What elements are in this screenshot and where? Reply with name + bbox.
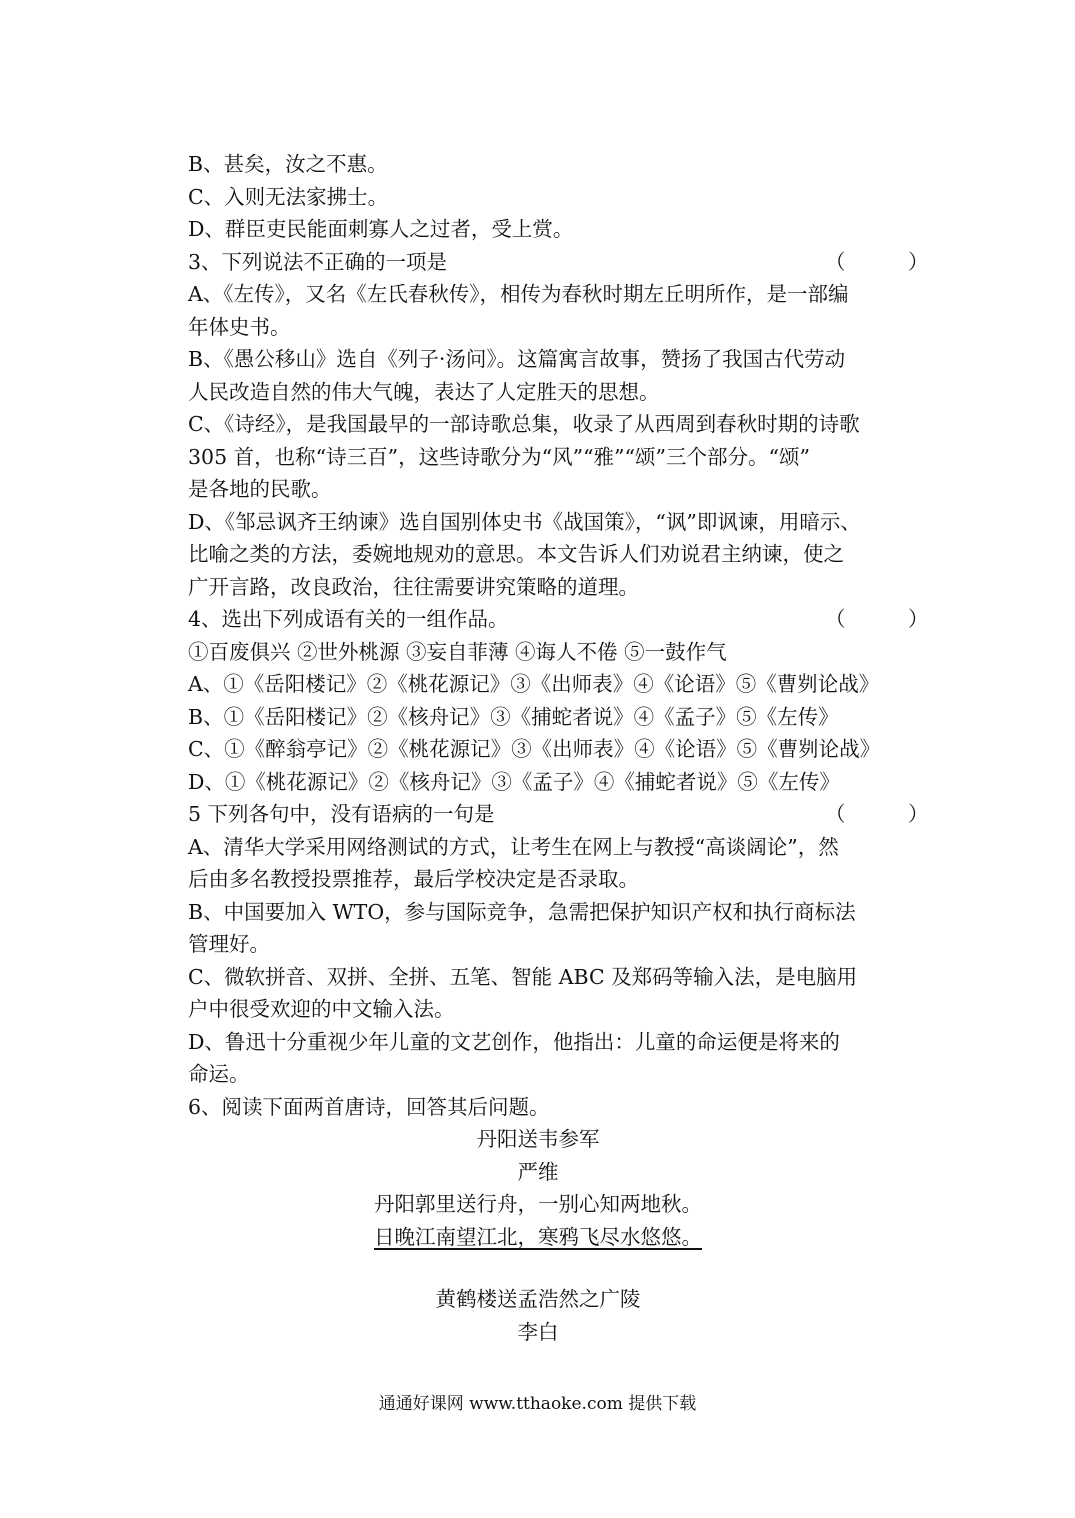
question-3-title — [188, 246, 957, 279]
question-4-line: C、①《醉翁亭记》②《桃花源记》③《出师表》④《论语》⑤《曹刿论战》 — [188, 737, 881, 761]
question-3-text: 3、下列说法不正确的一项是 — [188, 249, 448, 274]
question-5-line: C、微软拼音、双拼、全拼、五笔、智能 ABC 及郑码等输入法，是电脑用 — [188, 964, 858, 989]
question-6-title: 6、阅读下面两首唐诗，回答其后问题。 — [188, 1094, 550, 1119]
question-4-line: B、①《岳阳楼记》②《核舟记》③《捕蛇者说》④《孟子》⑤《左传》 — [188, 704, 839, 729]
question-3-line: 年体史书。 — [188, 314, 291, 339]
poem-line-underlined — [188, 1221, 888, 1254]
question-4-line: A、①《岳阳楼记》②《桃花源记》③《出师表》④《论语》⑤《曹刿论战》 — [188, 672, 880, 696]
question-5-line: 管理好。 — [188, 932, 270, 956]
option-c-line: C、入则无法家拂士。 — [188, 184, 389, 209]
question-3-line: A、《左传》，又名《左氏春秋传》，相传为春秋时期左丘明所作，是一部编 — [188, 282, 849, 306]
poem-1 — [188, 1123, 888, 1253]
question-5-line: 户中很受欢迎的中文输入法。 — [188, 997, 455, 1021]
question-5-line: D、鲁迅十分重视少年儿童的文艺创作，他指出：儿童的命运便是将来的 — [188, 1029, 840, 1054]
document-body — [188, 148, 957, 1348]
question-5-line: 命运。 — [188, 1062, 250, 1086]
question-5-line: 后由多名教授投票推荐，最后学校决定是否录取。 — [188, 867, 639, 891]
question-5-line: A、清华大学采用网络测试的方式，让考生在网上与教授“高谈阔论”，然 — [188, 834, 839, 859]
question-3-line: 305 首，也称“诗三百”，这些诗歌分为“风”“雅”“颂”三个部分。“颂” — [188, 444, 810, 469]
poem-line: 丹阳郭里送行舟，一别心知两地秋。 — [374, 1192, 702, 1216]
underlined-text: 日晚江南望江北，寒鸦飞尽水悠悠。 — [374, 1224, 702, 1249]
answer-parentheses: （ ） — [825, 249, 957, 274]
question-3-line: 比喻之类的方法，委婉地规劝的意思。本文告诉人们劝说君主纳谏，使之 — [188, 542, 844, 566]
poem-2 — [188, 1283, 888, 1348]
question-3-line: 广开言路，改良政治，往往需要讲究策略的道理。 — [188, 574, 639, 599]
question-3-line: C、《诗经》，是我国最早的一部诗歌总集，收录了从西周到春秋时期的诗歌 — [188, 412, 860, 436]
question-3-line: 人民改造自然的伟大气魄，表达了人定胜天的思想。 — [188, 379, 660, 404]
question-4-title — [188, 603, 957, 636]
question-3-line: 是各地的民歌。 — [188, 477, 332, 501]
answer-parentheses: （ ） — [825, 607, 957, 631]
spacer — [188, 1253, 888, 1283]
poem-title: 丹阳送韦参军 — [476, 1127, 600, 1151]
poem-author: 严维 — [517, 1159, 559, 1184]
question-4-line: D、①《桃花源记》②《核舟记》③《孟子》④《捕蛇者说》⑤《左传》 — [188, 769, 840, 794]
poem-title: 黄鹤楼送孟浩然之广陵 — [435, 1287, 641, 1311]
question-3-line: D、《邹忌讽齐王纳谏》选自国别体史书《战国策》，“讽”即讽谏，用暗示、 — [188, 509, 861, 534]
question-4-line: ①百废俱兴 ②世外桃源 ③妄自菲薄 ④诲人不倦 ⑤一鼓作气 — [188, 639, 727, 664]
question-5-line: B、中国要加入 WTO，参与国际竞争，急需把保护知识产权和执行商标法 — [188, 899, 856, 924]
question-4-text: 4、选出下列成语有关的一组作品。 — [188, 607, 509, 631]
answer-parentheses: （ ） — [825, 802, 957, 826]
question-5-text: 5 下列各句中，没有语病的一句是 — [188, 802, 495, 826]
question-5-title — [188, 798, 957, 831]
option-d-line: D、群臣吏民能面刺寡人之过者，受上赏。 — [188, 217, 574, 241]
question-3-line: B、《愚公移山》选自《列子·汤问》。这篇寓言故事，赞扬了我国古代劳动 — [188, 347, 846, 371]
option-b-line: B、甚矣，汝之不惠。 — [188, 152, 388, 176]
page-footer: 通通好课网 www.tthaoke.com 提供下载 — [378, 1394, 697, 1414]
poem-author: 李白 — [517, 1319, 559, 1344]
